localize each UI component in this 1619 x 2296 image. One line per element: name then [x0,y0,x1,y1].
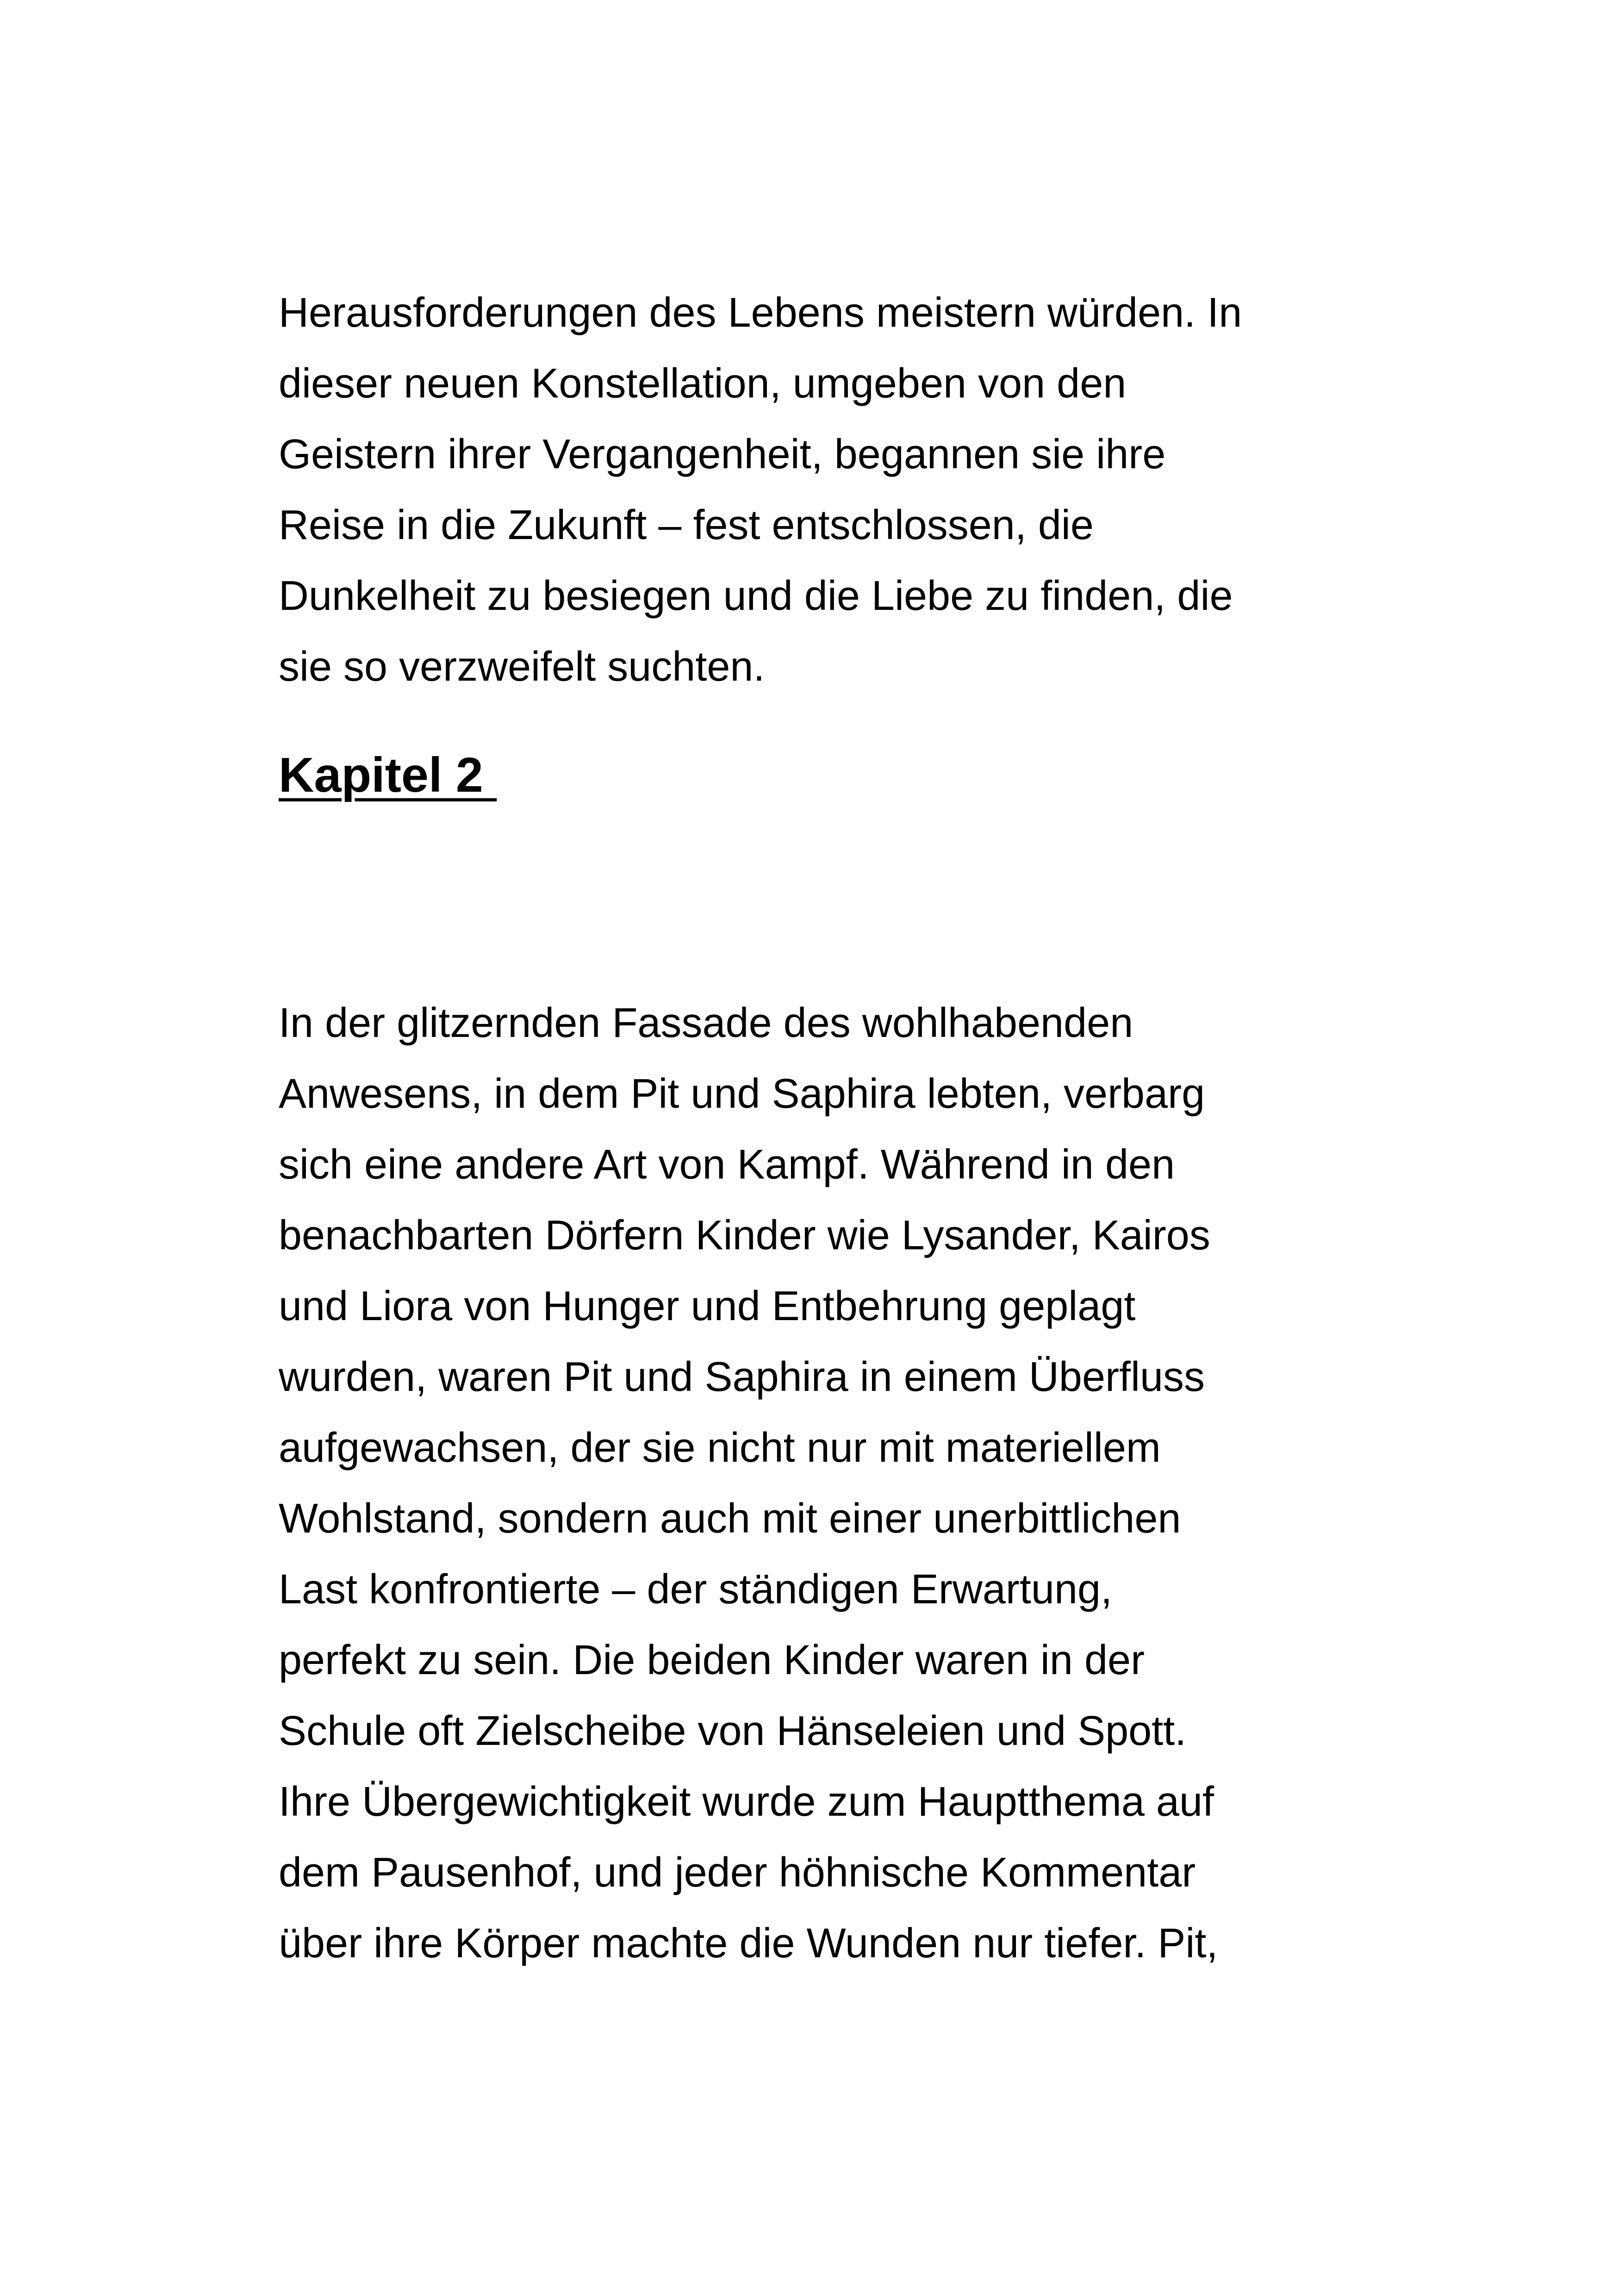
text-line: Ihre Übergewichtigkeit wurde zum Hauptthema auf [279,1779,1214,1825]
text-line: Last konfrontierte – der ständigen Erwartung, [279,1566,1113,1613]
text-line: sie so verzweifelt suchten. [279,644,765,690]
text-line: perfekt zu sein. Die beiden Kinder waren in der [279,1637,1145,1683]
text-line: über ihre Körper machte die Wunden nur tiefer. Pit, [279,1920,1218,1967]
text-line: und Liora von Hunger und Entbehrung geplagt [279,1283,1136,1329]
text-line: Schule oft Zielscheibe von Hänseleien und Spott. [279,1708,1187,1754]
text-line: dem Pausenhof, und jeder höhnische Kommentar [279,1849,1196,1896]
paragraph-continuation [279,278,1389,702]
text-line: dieser neuen Konstellation, umgeben von den [279,360,1127,407]
text-line: benachbarten Dörfern Kinder wie Lysander, Kairos [279,1212,1210,1259]
text-line: Herausforderungen des Lebens meistern würden. In [279,290,1242,336]
text-line: In der glitzernden Fassade des wohlhabenden [279,1000,1133,1046]
text-line: Dunkelheit zu besiegen und die Liebe zu finden, die [279,573,1233,619]
text-line: Geistern ihrer Vergangenheit, begannen sie ihre [279,431,1166,478]
text-line: Reise in die Zukunft – fest entschlossen, die [279,502,1094,548]
text-line: Anwesens, in dem Pit und Saphira lebten, verbarg [279,1071,1205,1117]
text-line: Wohlstand, sondern auch mit einer unerbittlichen [279,1496,1181,1542]
chapter-heading: Kapitel 2 [279,748,497,802]
text-line: sich eine andere Art von Kampf. Während in den [279,1142,1175,1188]
text-line: aufgewachsen, der sie nicht nur mit materiellem [279,1425,1161,1471]
paragraph-chapter-2 [279,988,1389,1979]
text-line: wurden, waren Pit und Saphira in einem Überfluss [279,1354,1205,1400]
